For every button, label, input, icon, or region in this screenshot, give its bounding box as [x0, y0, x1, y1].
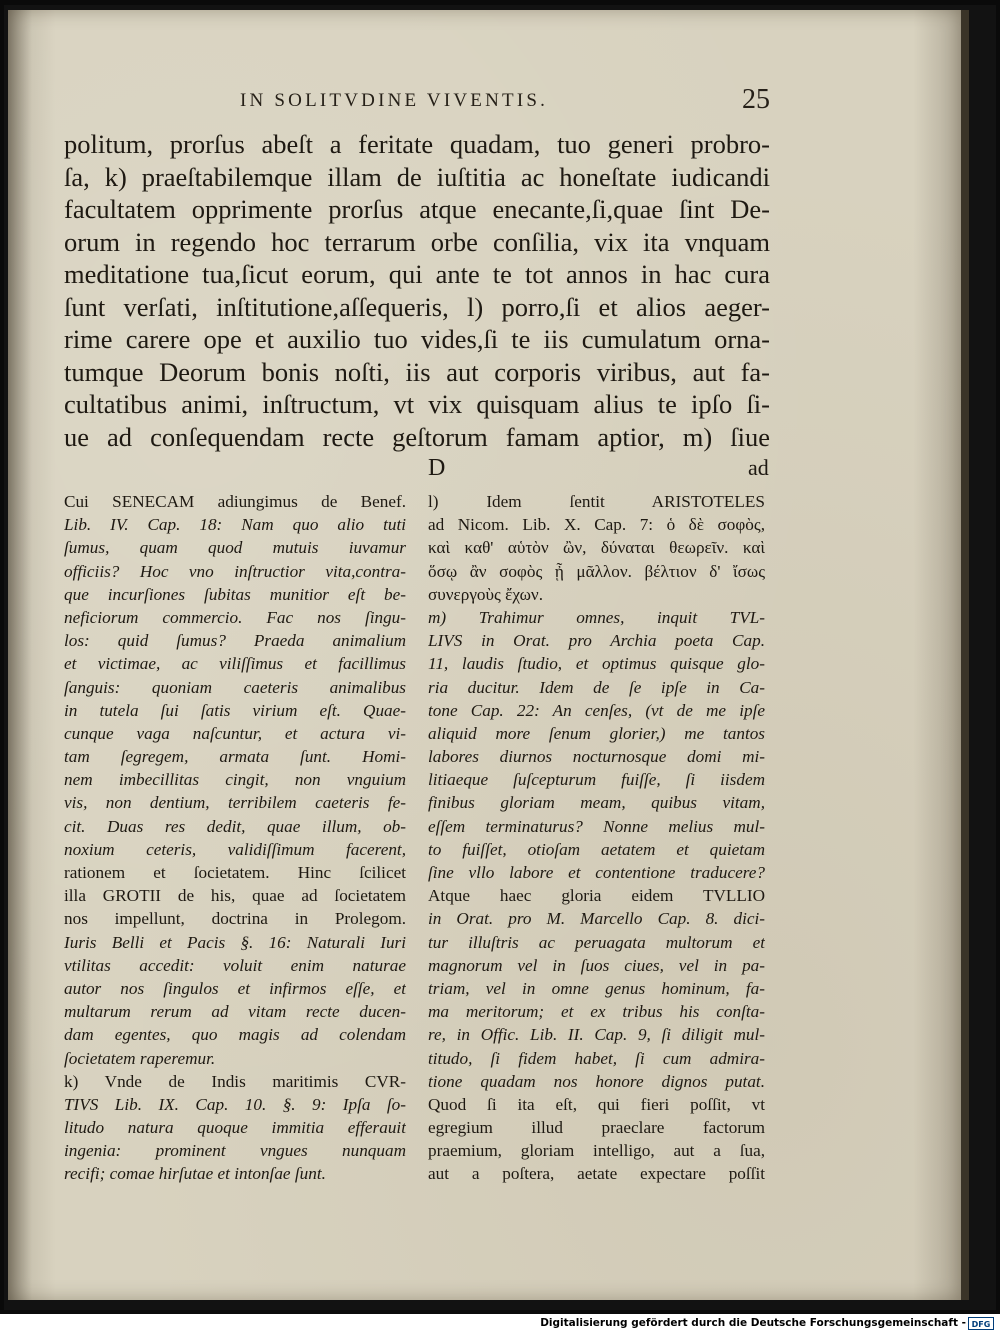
footnote-line: praemium, gloriam intelligo, aut a ſua,: [428, 1141, 765, 1161]
footer-credit: Digitalisierung gefördert durch die Deutsche Forschungsgemeinschaft -: [540, 1317, 966, 1329]
footnote-line: in tutela ſui ſatis virium eſt. Quae-: [64, 700, 406, 720]
footnote-line: Iuris Belli et Pacis §. 16: Naturali Iuri: [64, 932, 406, 952]
footer-bar: [0, 1314, 1000, 1334]
footnote-line: vtilitas accedit: voluit enim naturae: [64, 955, 406, 975]
footnote-line: nos impellunt, doctrina in Prolegom.: [64, 909, 406, 929]
footnote-line: litiaeque ſuſcepturum fuiſſe, ſi iisdem: [428, 770, 765, 790]
main-text-line: orum in regendo hoc terrarum orbe conſilia, vix ita vnquam: [64, 226, 770, 257]
footnotes-right-column: [428, 490, 765, 1186]
footnote-line: Atque haec gloria eidem TVLLIO: [428, 886, 765, 906]
footnote-line: vis, non dentium, terribilem caeteris fe-: [64, 793, 406, 813]
footnote-line: los: quid ſumus? Praeda animalium: [64, 631, 406, 651]
footnote-line: ſumus, quam quod mutuis iuvamur: [64, 538, 406, 558]
spine-shadow: [8, 10, 32, 1300]
footnote-line: k) Vnde de Indis maritimis CVR-: [64, 1071, 406, 1091]
footnote-line: l) Idem ſentit ARISTOTELES: [428, 492, 765, 511]
footnote-line: to fuiſſet, otioſam aetatem et quietam: [428, 839, 765, 859]
footnote-line: LIVS in Orat. pro Archia poeta Cap.: [428, 631, 765, 651]
footnote-line: autor nos ſingulos et infirmos eſſe, et: [64, 978, 406, 998]
footnote-line: rationem et ſocietatem. Hinc ſcilicet: [64, 863, 406, 882]
footnote-line: triam, vel in omne genus hominum, fa-: [428, 978, 765, 998]
main-text-line: politum, prorſus abeſt a feritate quadam, tuo generi probro-: [64, 129, 770, 159]
footnote-line: illa GROTII de his, quae ad ſocietatem: [64, 886, 406, 906]
footnote-line: m) Trahimur omnes, inquit TVL-: [428, 607, 765, 627]
footnote-line: dam egentes, quo magis ad colendam: [64, 1025, 406, 1045]
footnote-line: aut a poſtera, aetate expectare poſſit: [428, 1164, 765, 1184]
catchword: ad: [748, 455, 769, 480]
main-text-line: tumque Deorum bonis noſti, iis aut corporis viribus, aut fa-: [64, 356, 770, 387]
footnote-line: recifi; comae hirſutae et intonſae ſunt.: [64, 1164, 326, 1184]
footnote-line: multarum rerum ad vitam recte ducen-: [64, 1002, 406, 1022]
footnote-line: Lib. IV. Cap. 18: Nam quo alio tuti: [64, 515, 406, 535]
footnote-line: re, in Offic. Lib. II. Cap. 9, ſi diligit mul-: [428, 1025, 765, 1045]
footnote-line: ſanguis: quoniam caeteris animalibus: [64, 677, 406, 697]
main-text-line: ue ad conſequendam recte geſtorum famam aptior, m) ſiue: [64, 421, 770, 452]
footnote-line: neficiorum commercio. Fac nos ſingu-: [64, 607, 406, 627]
footnote-line: titudo, ſi fidem habet, ſi cum admira-: [428, 1048, 765, 1068]
footnote-line: ingenia: prominent vngues nunquam: [64, 1141, 406, 1161]
footnote-line: que incurſiones ſubitas munitior eſt be-: [64, 584, 406, 604]
footnote-line: TIVS Lib. IX. Cap. 10. §. 9: Ipſa ſo-: [64, 1094, 406, 1114]
footnote-line: ma meritorum; et ex tribus his conſta-: [428, 1002, 765, 1022]
page-edge: [961, 10, 969, 1300]
footnote-line: et victimae, ac viliſſimus et facillimus: [64, 654, 406, 674]
footnote-line: noxium ceteris, validiſſimum facerent,: [64, 839, 406, 859]
footnote-line: συνεργοὺς ἔχων.: [428, 584, 543, 604]
footnote-line: labores diurnos nocturnosque domi mi-: [428, 747, 765, 767]
footnote-line: Cui SENECAM adiungimus de Benef.: [64, 492, 406, 511]
footnote-line: 11, laudis ſtudio, et optimus quisque glo-: [428, 654, 765, 674]
main-text-line: ſa, k) praeſtabilemque illam de iuſtitia ac honeſtate iudicandi: [64, 161, 770, 192]
footnote-line: nem imbecillitas cingit, non vnguium: [64, 770, 406, 790]
footnote-line: tam ſegregem, armata ſunt. Homi-: [64, 747, 406, 767]
dfg-logo: DFG: [968, 1317, 994, 1330]
footnote-line: Quod ſi ita eſt, qui fieri poſſit, vt: [428, 1094, 765, 1114]
footnote-line: litudo natura quoque immitia efferauit: [64, 1118, 406, 1138]
main-text-line: rime carere ope et auxilio tuo vides,ſi te iis cumulatum orna-: [64, 324, 770, 354]
footnote-line: ſocietatem raperemur.: [64, 1048, 216, 1068]
page-number: 25: [742, 84, 770, 115]
footnote-line: in Orat. pro M. Marcello Cap. 8. dici-: [428, 909, 765, 929]
footnote-line: magnorum vel in ſuos ciues, vel in pa-: [428, 955, 765, 975]
footnote-line: aliquid more ſenum glorier,) me tantos: [428, 723, 765, 743]
footnotes-left-column: [64, 490, 406, 1186]
footnote-line: egregium illud praeclare factorum: [428, 1118, 765, 1138]
footnote-line: tone Cap. 22: An cenſes, (vt de me ipſe: [428, 700, 765, 720]
page-header: [240, 84, 770, 120]
footnote-line: ſine vllo labore et contentione traducere?: [428, 863, 765, 882]
footnote-line: officiis? Hoc vno inſtructior vita,contra-: [64, 561, 406, 581]
footnote-line: cunque vaga naſcuntur, et actura vi-: [64, 723, 406, 743]
main-text-block: [64, 128, 770, 453]
footnote-line: ὅσῳ ἂν σοφὸς ᾖ μᾶλλον. βέλτιον δ' ἴσως: [428, 561, 765, 581]
footnote-line: καὶ καθ' αὑτὸν ὢν, δύναται θεωρεῖν. καὶ: [428, 538, 765, 558]
signature-mark: D: [428, 455, 446, 481]
footnote-line: tur illuſtris ac peruagata multorum et: [428, 932, 765, 952]
footnote-line: ad Nicom. Lib. X. Cap. 7: ὁ δὲ σοφὸς,: [428, 515, 765, 535]
main-text-line: cultatibus animi, inſtructum, vt vix quisquam alius te ipſo ſi-: [64, 389, 770, 419]
running-head: IN SOLITVDINE VIVENTIS.: [240, 90, 549, 111]
footnote-line: ria ducitur. Idem de ſe ipſe in Ca-: [428, 677, 765, 697]
footnote-line: eſſem terminaturus? Nonne melius mul-: [428, 816, 765, 836]
footnote-line: finibus gloriam meam, quibus vitam,: [428, 793, 765, 813]
main-text-line: facultatem opprimente prorſus atque enecante,ſi,quae ſint De-: [64, 194, 770, 224]
main-text-line: ſunt verſati, inſtitutione,aſſequeris, l) porro,ſi et alios aeger-: [64, 291, 770, 322]
main-text-line: meditatione tua,ſicut eorum, qui ante te tot annos in hac cura: [64, 259, 770, 289]
footnote-line: tione quadam nos honore dignos putat.: [428, 1071, 765, 1091]
footnote-line: cit. Duas res dedit, quae illum, ob-: [64, 816, 406, 836]
